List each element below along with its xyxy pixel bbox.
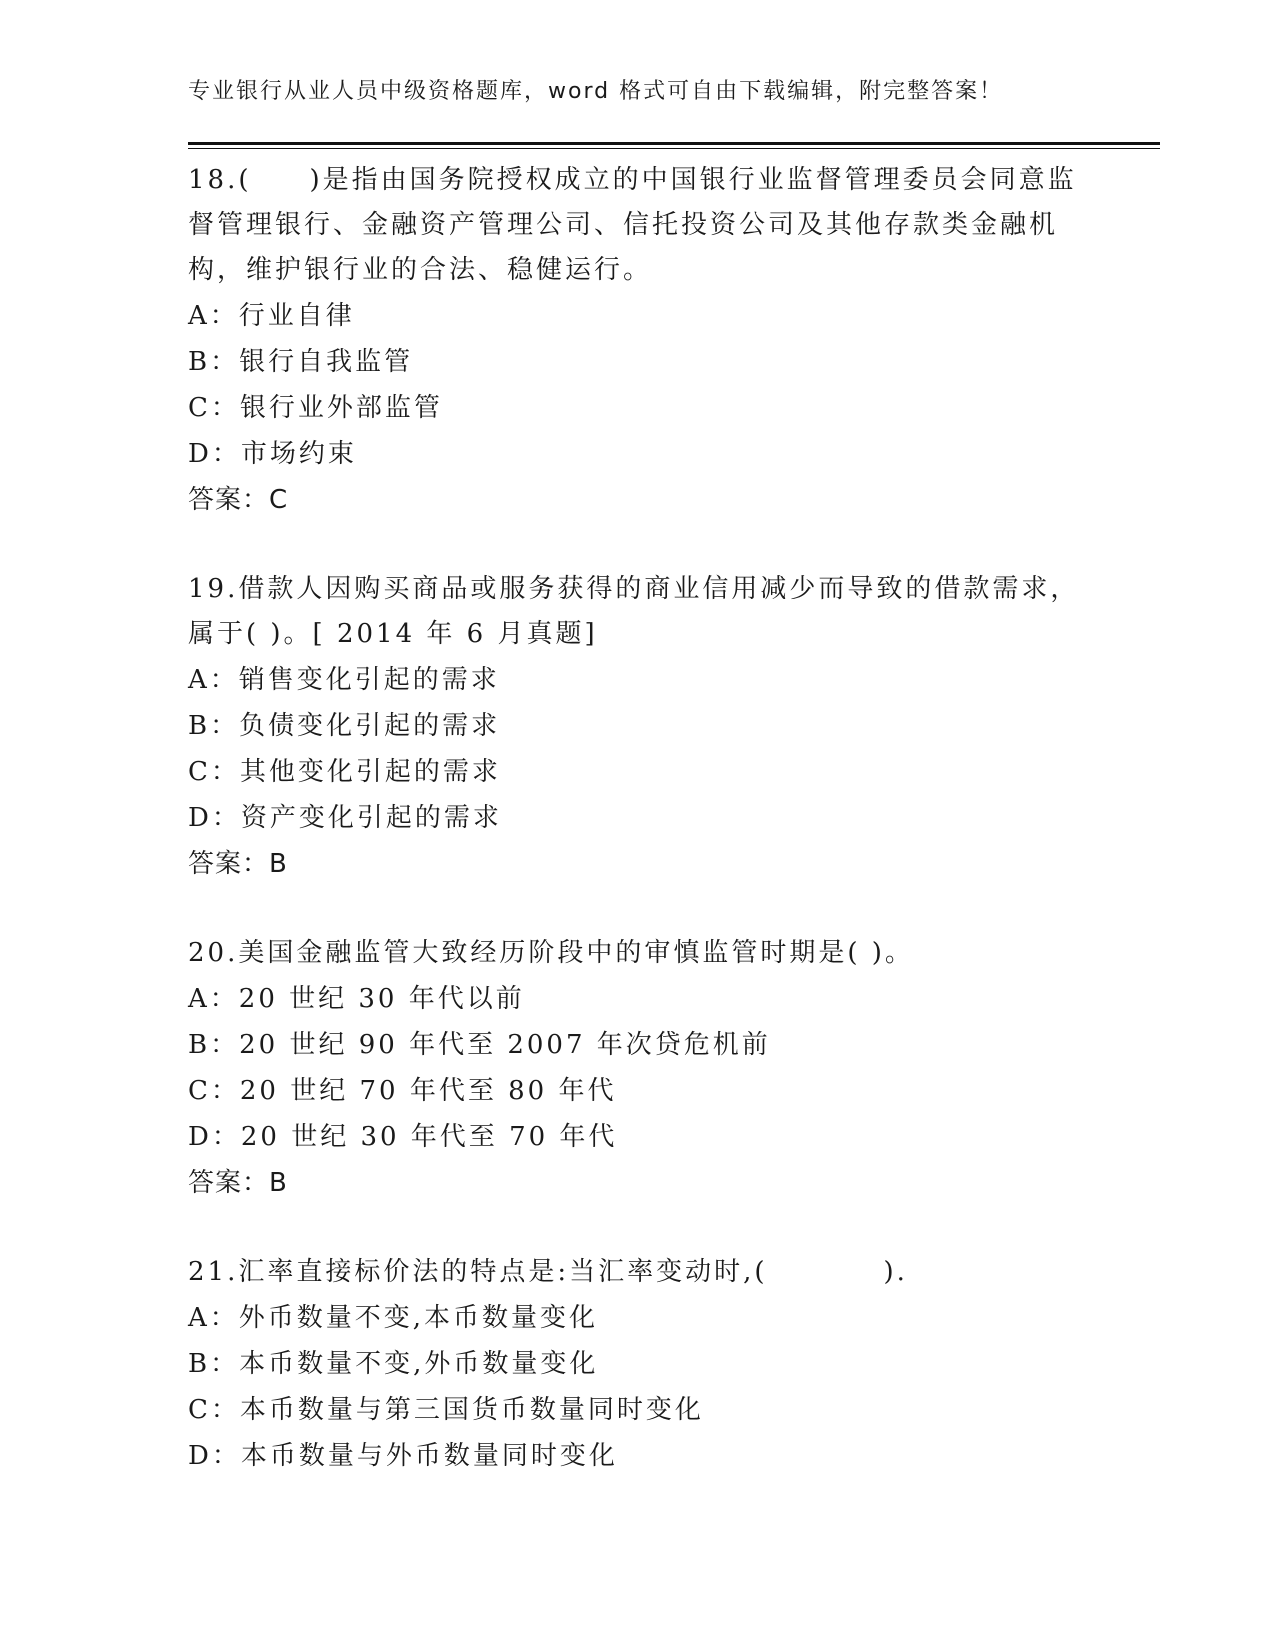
option-b: B：负债变化引起的需求	[188, 711, 501, 741]
option-c: C：银行业外部监管	[188, 393, 443, 423]
page-header: 专业银行从业人员中级资格题库，word 格式可自由下载编辑，附完整答案！	[188, 79, 1004, 104]
question-stem-line: 20.美国金融监管大致经历阶段中的审慎监管时期是( )。	[188, 938, 914, 968]
option-a: A：20 世纪 30 年代以前	[188, 984, 525, 1014]
option-d: D：本币数量与外币数量同时变化	[188, 1441, 618, 1471]
question-stem-line: 构，维护银行业的合法、稳健运行。	[188, 255, 653, 285]
question-stem-line: 属于( )。[ 2014 年 6 月真题]	[188, 619, 598, 649]
question-spacer	[188, 523, 1088, 567]
question-20	[188, 931, 1088, 1206]
question-list	[188, 158, 1088, 1479]
option-b: B：本币数量不变,外币数量变化	[188, 1349, 599, 1379]
answer-line: 答案：B	[188, 1168, 288, 1198]
answer-line: 答案：C	[188, 485, 289, 515]
option-a: A：行业自律	[188, 301, 355, 331]
question-spacer	[188, 887, 1088, 931]
question-18	[188, 158, 1088, 523]
question-spacer	[188, 1206, 1088, 1250]
option-c: C：本币数量与第三国货币数量同时变化	[188, 1395, 704, 1425]
question-stem-line: 18.( )是指由国务院授权成立的中国银行业监督管理委员会同意监	[188, 165, 1077, 195]
option-a: A：外币数量不变,本币数量变化	[188, 1303, 599, 1333]
answer-line: 答案：B	[188, 849, 288, 879]
option-c: C：其他变化引起的需求	[188, 757, 501, 787]
option-d: D：20 世纪 30 年代至 70 年代	[188, 1122, 618, 1152]
option-c: C：20 世纪 70 年代至 80 年代	[188, 1076, 617, 1106]
option-b: B：银行自我监管	[188, 347, 414, 377]
option-b: B：20 世纪 90 年代至 2007 年次贷危机前	[188, 1030, 771, 1060]
option-d: D：市场约束	[188, 439, 357, 469]
question-stem-line: 19.借款人因购买商品或服务获得的商业信用减少而导致的借款需求，	[188, 574, 1080, 604]
question-stem-line: 督管理银行、金融资产管理公司、信托投资公司及其他存款类金融机	[188, 210, 1059, 240]
header-rule-thick	[188, 142, 1160, 145]
question-stem-line: 21.汇率直接标价法的特点是:当汇率变动时,( ).	[188, 1257, 908, 1287]
question-21	[188, 1250, 1088, 1479]
option-d: D：资产变化引起的需求	[188, 803, 502, 833]
header-rule-thin	[188, 148, 1160, 149]
option-a: A：销售变化引起的需求	[188, 665, 500, 695]
question-19	[188, 567, 1088, 887]
